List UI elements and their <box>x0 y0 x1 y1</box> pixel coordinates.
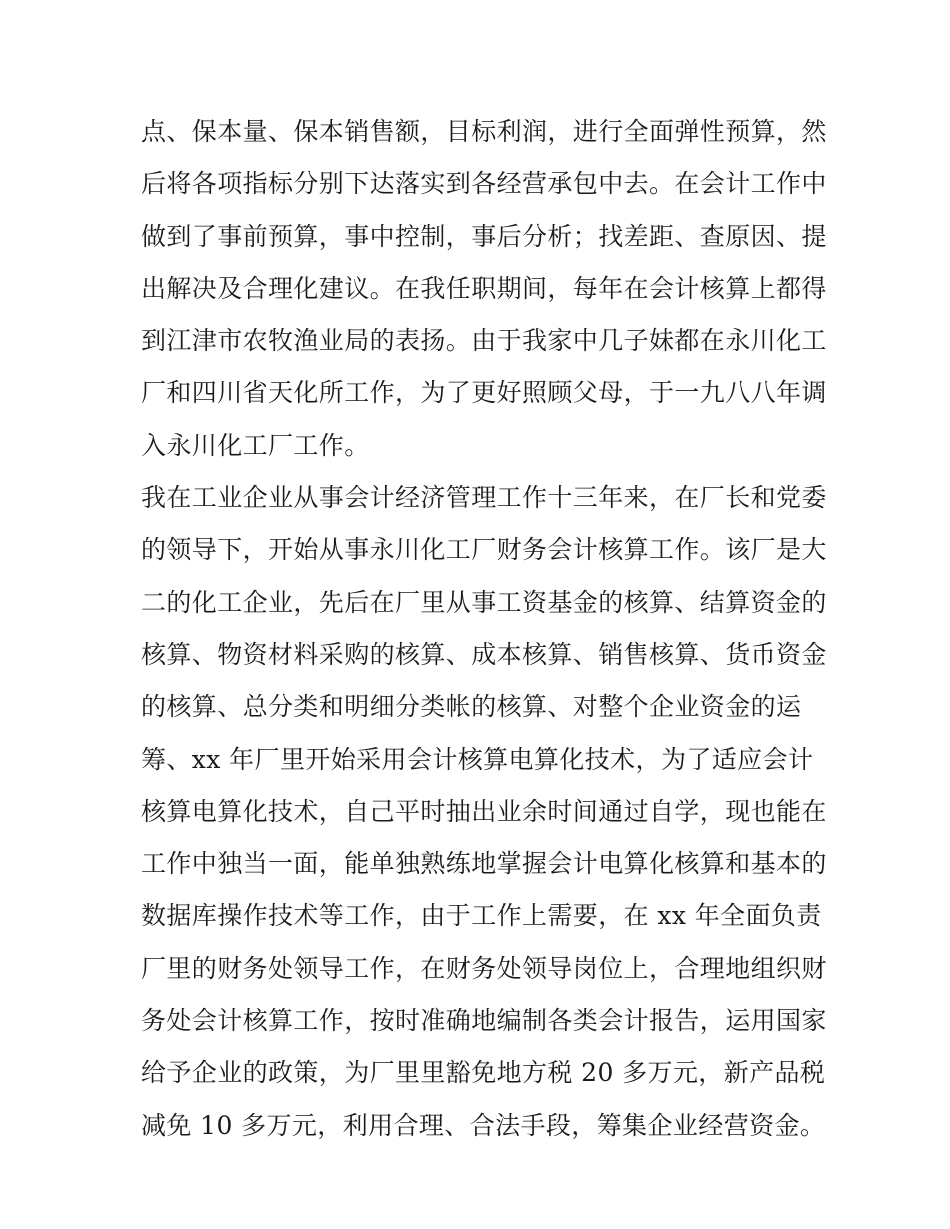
text-line: 入永川化工厂工作。 <box>141 430 370 460</box>
text-line: 减免 10 多万元，利用合理、合法手段，筹集企业经营资金。 <box>141 1110 826 1140</box>
text-line: 我在工业企业从事会计经济管理工作十三年来，在厂长和党委 <box>141 483 827 513</box>
text-line: 的领导下，开始从事永川化工厂财务会计核算工作。该厂是大 <box>141 535 827 565</box>
text-line: 核算电算化技术，自己平时抽出业余时间通过自学，现也能在 <box>141 796 827 826</box>
text-line: 给予企业的政策，为厂里里豁免地方税 20 多万元，新产品税 <box>141 1058 826 1088</box>
text-line: 做到了事前预算，事中控制，事后分析；找差距、查原因、提 <box>141 221 827 251</box>
text-line: 到江津市农牧渔业局的表扬。由于我家中几子妹都在永川化工 <box>141 326 827 356</box>
text-line: 务处会计核算工作，按时准确地编制各类会计报告，运用国家 <box>141 1006 827 1036</box>
text-line: 的核算、总分类和明细分类帐的核算、对整个企业资金的运 <box>141 692 802 722</box>
text-line: 数据库操作技术等工作，由于工作上需要，在 xx 年全面负责 <box>141 901 822 931</box>
text-line: 出解决及合理化建议。在我任职期间，每年在会计核算上都得 <box>141 273 827 303</box>
text-line: 核算、物资材料采购的核算、成本核算、销售核算、货币资金 <box>141 639 827 669</box>
text-line: 点、保本量、保本销售额，目标利润，进行全面弹性预算，然 <box>141 117 827 146</box>
body-text <box>141 106 827 1152</box>
text-line: 工作中独当一面，能单独熟练地掌握会计电算化核算和基本的 <box>141 849 827 879</box>
text-line: 二的化工企业，先后在厂里从事工资基金的核算、结算资金的 <box>141 587 827 617</box>
text-line: 厂和四川省天化所工作，为了更好照顾父母，于一九八八年调 <box>141 378 827 408</box>
text-line: 厂里的财务处领导工作，在财务处领导岗位上，合理地组织财 <box>141 953 827 983</box>
text-line: 后将各项指标分别下达落实到各经营承包中去。在会计工作中 <box>141 169 827 199</box>
text-line: 筹、xx 年厂里开始采用会计核算电算化技术，为了适应会计 <box>141 744 814 774</box>
